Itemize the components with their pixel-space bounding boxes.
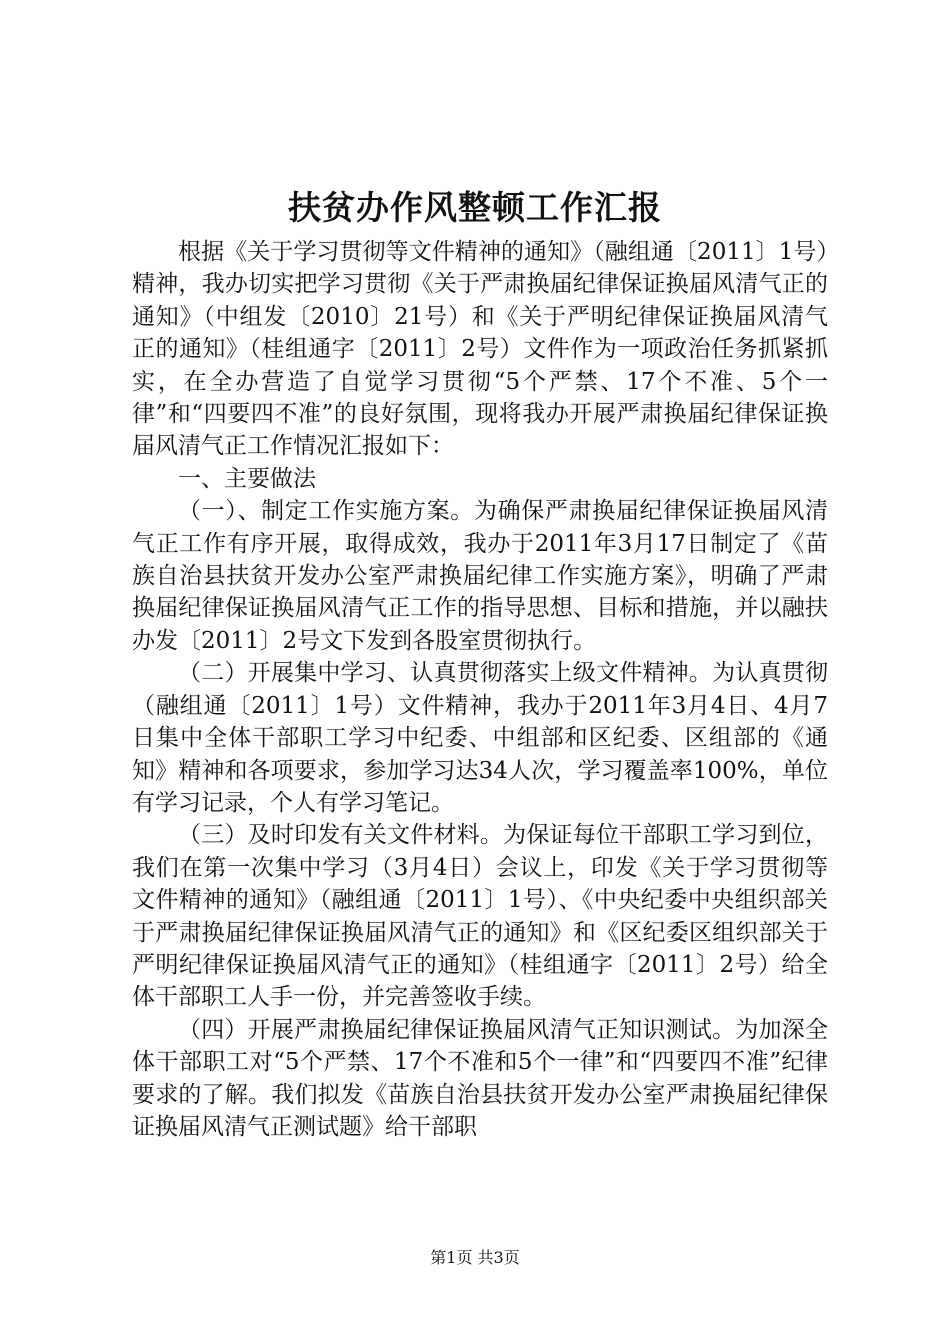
document-body (132, 236, 828, 1143)
page-footer: 第1页 共3页 (430, 1248, 520, 1267)
document-title: 扶贫办作风整顿工作汇报 (288, 188, 662, 227)
paragraph-4: （四）开展严肃换届纪律保证换届风清气正知识测试。为加深全体干部职工对“5个严禁、17个不准和5个一律”和“四要四不准”纪律要求的了解。我们拟发《苗族自治县扶贫开发办公室严肃换届纪律保证换届风清气正测试题》给干部职 (132, 1016, 828, 1140)
section-heading: 一、主要做法 (178, 465, 316, 492)
paragraph-1: （一）、制定工作实施方案。为确保严肃换届纪律保证换届风清气正工作有序开展，取得成效，我办于2011年3月17日制定了《苗族自治县扶贫开发办公室严肃换届纪律工作实施方案》，明确了严肃换届纪律保证换届风清气正工作的指导思想、目标和措施，并以融扶办发〔2011〕2号文下发到各股室贯彻执行。 (132, 498, 828, 654)
intro-paragraph: 根据《关于学习贯彻等文件精神的通知》（融组通〔2011〕1号）精神，我办切实把学习贯彻《关于严肃换届纪律保证换届风清气正的通知》（中组发〔2010〕21号）和《关于严明纪律保证换届风清气正的通知》（桂组通字〔2011〕2号）文件作为一项政治任务抓紧抓实，在全办营造了自觉学习贯彻“5个严禁、17个不准、5个一律”和“四要四不准”的良好氛围，现将我办开展严肃换届纪律保证换届风清气正工作情况汇报如下： (132, 239, 828, 460)
paragraph-3: （三）及时印发有关文件材料。为保证每位干部职工学习到位，我们在第一次集中学习（3月4日）会议上，印发《关于学习贯彻等文件精神的通知》（融组通〔2011〕1号）、《中央纪委中央组织部关于严肃换届纪律保证换届风清气正的通知》和《区纪委区组织部关于严明纪律保证换届风清气正的通知》（桂组通字〔2011〕2号）给全体干部职工人手一份，并完善签收手续。 (132, 822, 828, 1011)
paragraph-2: （二）开展集中学习、认真贯彻落实上级文件精神。为认真贯彻（融组通〔2011〕1号）文件精神，我办于2011年3月4日、4月7日集中全体干部职工学习中纪委、中组部和区纪委、区组部的《通知》精神和各项要求，参加学习达34人次，学习覆盖率100%，单位有学习记录，个人有学习笔记。 (132, 660, 828, 816)
